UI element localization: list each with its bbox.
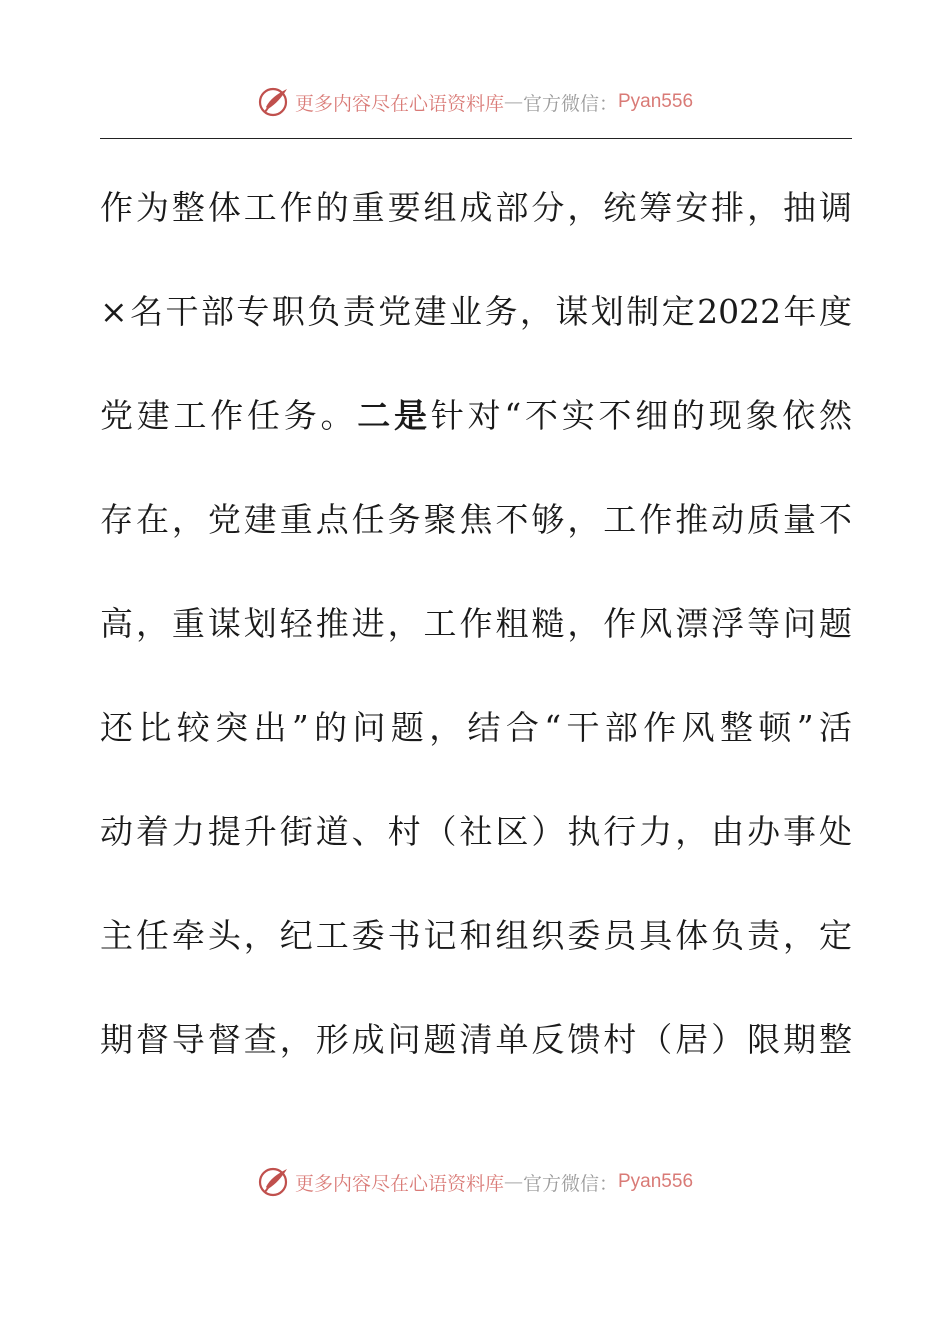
document-body xyxy=(100,178,852,1114)
body-line-6: 还比较突出”的问题，结合“干部作风整顿”活 xyxy=(100,708,852,747)
bold-emphasis: 二是 xyxy=(357,396,431,435)
body-line-9: 期督导督查，形成问题清单反馈村（居）限期整 xyxy=(100,1020,852,1059)
quill-logo-icon xyxy=(257,85,291,119)
header-wechat-label: 官方微信： xyxy=(522,92,618,115)
body-line-8: 主任牵头，纪工委书记和组织委员具体负责，定 xyxy=(100,916,852,955)
footer-wechat-id: Pyan556 xyxy=(618,1171,694,1192)
page-footer xyxy=(0,1162,950,1202)
body-line-3 xyxy=(100,386,852,490)
body-line-1: 作为整体工作的重要组成部分，统筹安排，抽调 xyxy=(100,188,852,227)
header-brand-text: 更多内容尽在心语资料库 xyxy=(294,92,504,115)
header-wechat-id: Pyan556 xyxy=(618,91,694,112)
body-line-7: 动着力提升街道、村（社区）执行力，由办事处 xyxy=(100,812,852,851)
body-line-5: 高，重谋划轻推进，工作粗糙，作风漂浮等问题 xyxy=(100,604,852,643)
page-header xyxy=(0,82,950,122)
header-separator: — xyxy=(503,91,523,113)
footer-brand-text: 更多内容尽在心语资料库 xyxy=(294,1172,504,1195)
header-divider xyxy=(100,138,852,139)
quill-logo-icon xyxy=(257,1165,291,1199)
body-line-3-end: 针对“不实不细的现象依然 xyxy=(430,396,852,435)
footer-separator: — xyxy=(503,1171,523,1193)
body-line-3-start: 党建工作任务。 xyxy=(100,396,358,435)
footer-wechat-label: 官方微信： xyxy=(522,1172,618,1195)
body-line-2: ×名干部专职负责党建业务，谋划制定2022年度 xyxy=(100,292,852,331)
body-line-4: 存在，党建重点任务聚焦不够，工作推动质量不 xyxy=(100,500,852,539)
